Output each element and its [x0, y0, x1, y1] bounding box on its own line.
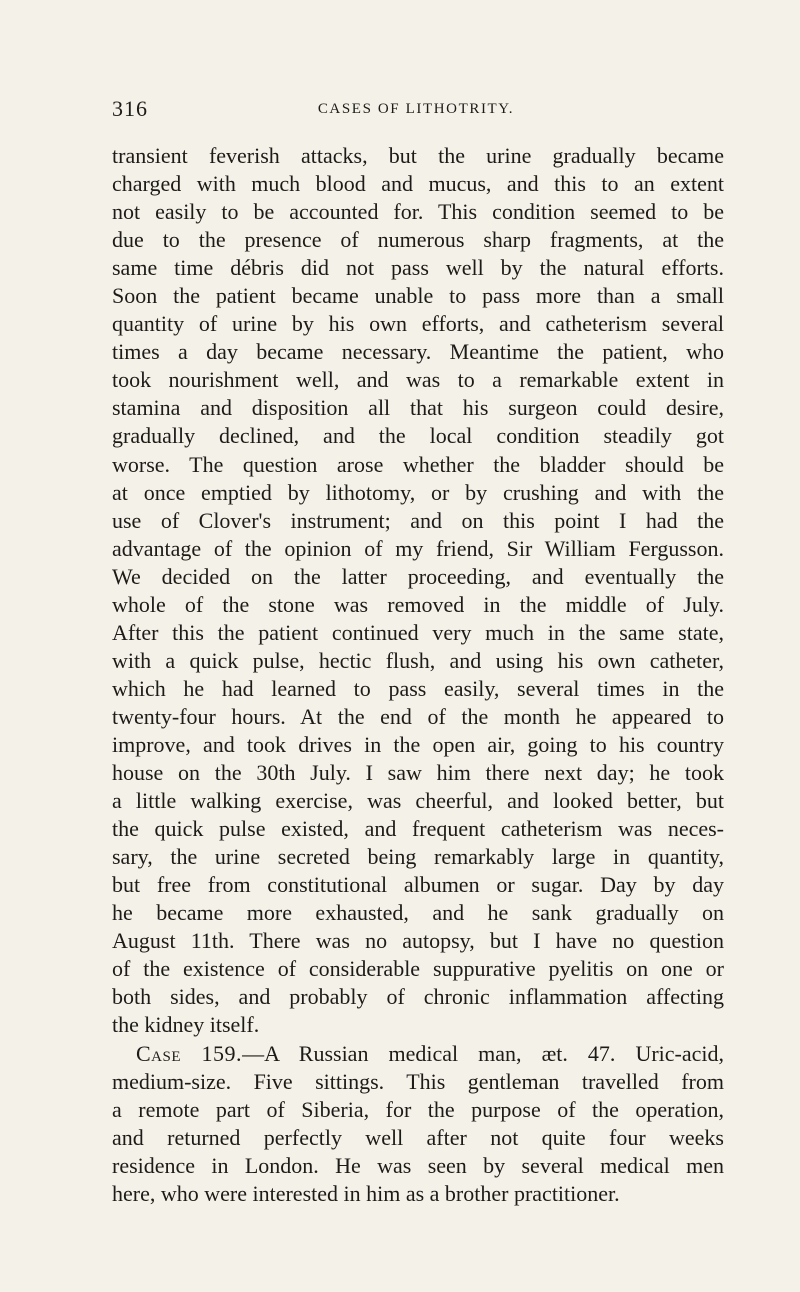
text-line: he became more exhausted, and he sank gradually on — [112, 900, 724, 926]
text-line: a little walking exercise, was cheerful, and looked better, but — [112, 788, 724, 814]
text-line: took nourishment well, and was to a remarkable extent in — [112, 367, 724, 393]
text-line: both sides, and probably of chronic inflammation affecting — [112, 984, 724, 1010]
text-line: use of Clover's instrument; and on this point I had the — [112, 507, 724, 533]
text-line: house on the 30th July. I saw him there next day; he took — [112, 760, 724, 786]
text-line: gradually declined, and the local condition steadily got — [112, 423, 724, 449]
body-text — [112, 142, 724, 1208]
case-line: and returned perfectly well after not quite four weeks — [112, 1124, 724, 1150]
text-line: worse. The question arose whether the bladder should be — [112, 451, 724, 477]
text-line: due to the presence of numerous sharp fragments, at the — [112, 227, 724, 253]
text-line: August 11th. There was no autopsy, but I have no question — [112, 928, 724, 954]
case-label: Case 159. — [136, 1040, 243, 1066]
case-line: medium-size. Five sittings. This gentleman travelled from — [112, 1068, 724, 1094]
text-line: sary, the urine secreted being remarkably large in quantity, — [112, 844, 724, 870]
text-line: Soon the patient became unable to pass more than a small — [112, 283, 724, 309]
text-line: quantity of urine by his own efforts, and catheterism several — [112, 311, 724, 337]
text-line: improve, and took drives in the open air, going to his country — [112, 731, 724, 757]
text-line: at once emptied by lithotomy, or by crushing and with the — [112, 479, 724, 505]
text-line: the kidney itself. — [112, 1012, 260, 1038]
text-line: We decided on the latter proceeding, and eventually the — [112, 563, 724, 589]
case-line: residence in London. He was seen by several medical men — [112, 1152, 724, 1178]
case-line: a remote part of Siberia, for the purpose of the operation, — [112, 1096, 724, 1122]
text-line: but free from constitutional albumen or sugar. Day by day — [112, 872, 724, 898]
text-line: charged with much blood and mucus, and this to an extent — [112, 171, 724, 197]
case-heading-line — [112, 1040, 724, 1068]
text-line: After this the patient continued very much in the same state, — [112, 619, 724, 645]
case-heading-text: —A Russian medical man, æt. 47. Uric-acid, — [242, 1040, 725, 1066]
text-line: same time débris did not pass well by the natural efforts. — [112, 255, 724, 281]
text-line: transient feverish attacks, but the urine gradually became — [112, 143, 724, 168]
text-line: whole of the stone was removed in the middle of July. — [112, 591, 724, 617]
chapter-title: CASES OF LITHOTRITY. — [317, 101, 515, 117]
text-line: times a day became necessary. Meantime the patient, who — [112, 339, 724, 365]
text-line: which he had learned to pass easily, several times in the — [112, 675, 724, 701]
running-head — [112, 96, 720, 126]
text-line: not easily to be accounted for. This condition seemed to be — [112, 199, 724, 225]
text-line: with a quick pulse, hectic flush, and using his own catheter, — [112, 647, 724, 673]
case-line: here, who were interested in him as a brother practitioner. — [112, 1180, 620, 1206]
text-line: of the existence of considerable suppurative pyelitis on one or — [112, 956, 724, 982]
text-line: the quick pulse existed, and frequent catheterism was neces- — [112, 816, 724, 842]
text-line: advantage of the opinion of my friend, Sir William Fergusson. — [112, 535, 724, 561]
text-line: twenty-four hours. At the end of the month he appeared to — [112, 703, 724, 729]
page-number: 316 — [112, 96, 148, 121]
text-line: stamina and disposition all that his surgeon could desire, — [112, 395, 724, 421]
